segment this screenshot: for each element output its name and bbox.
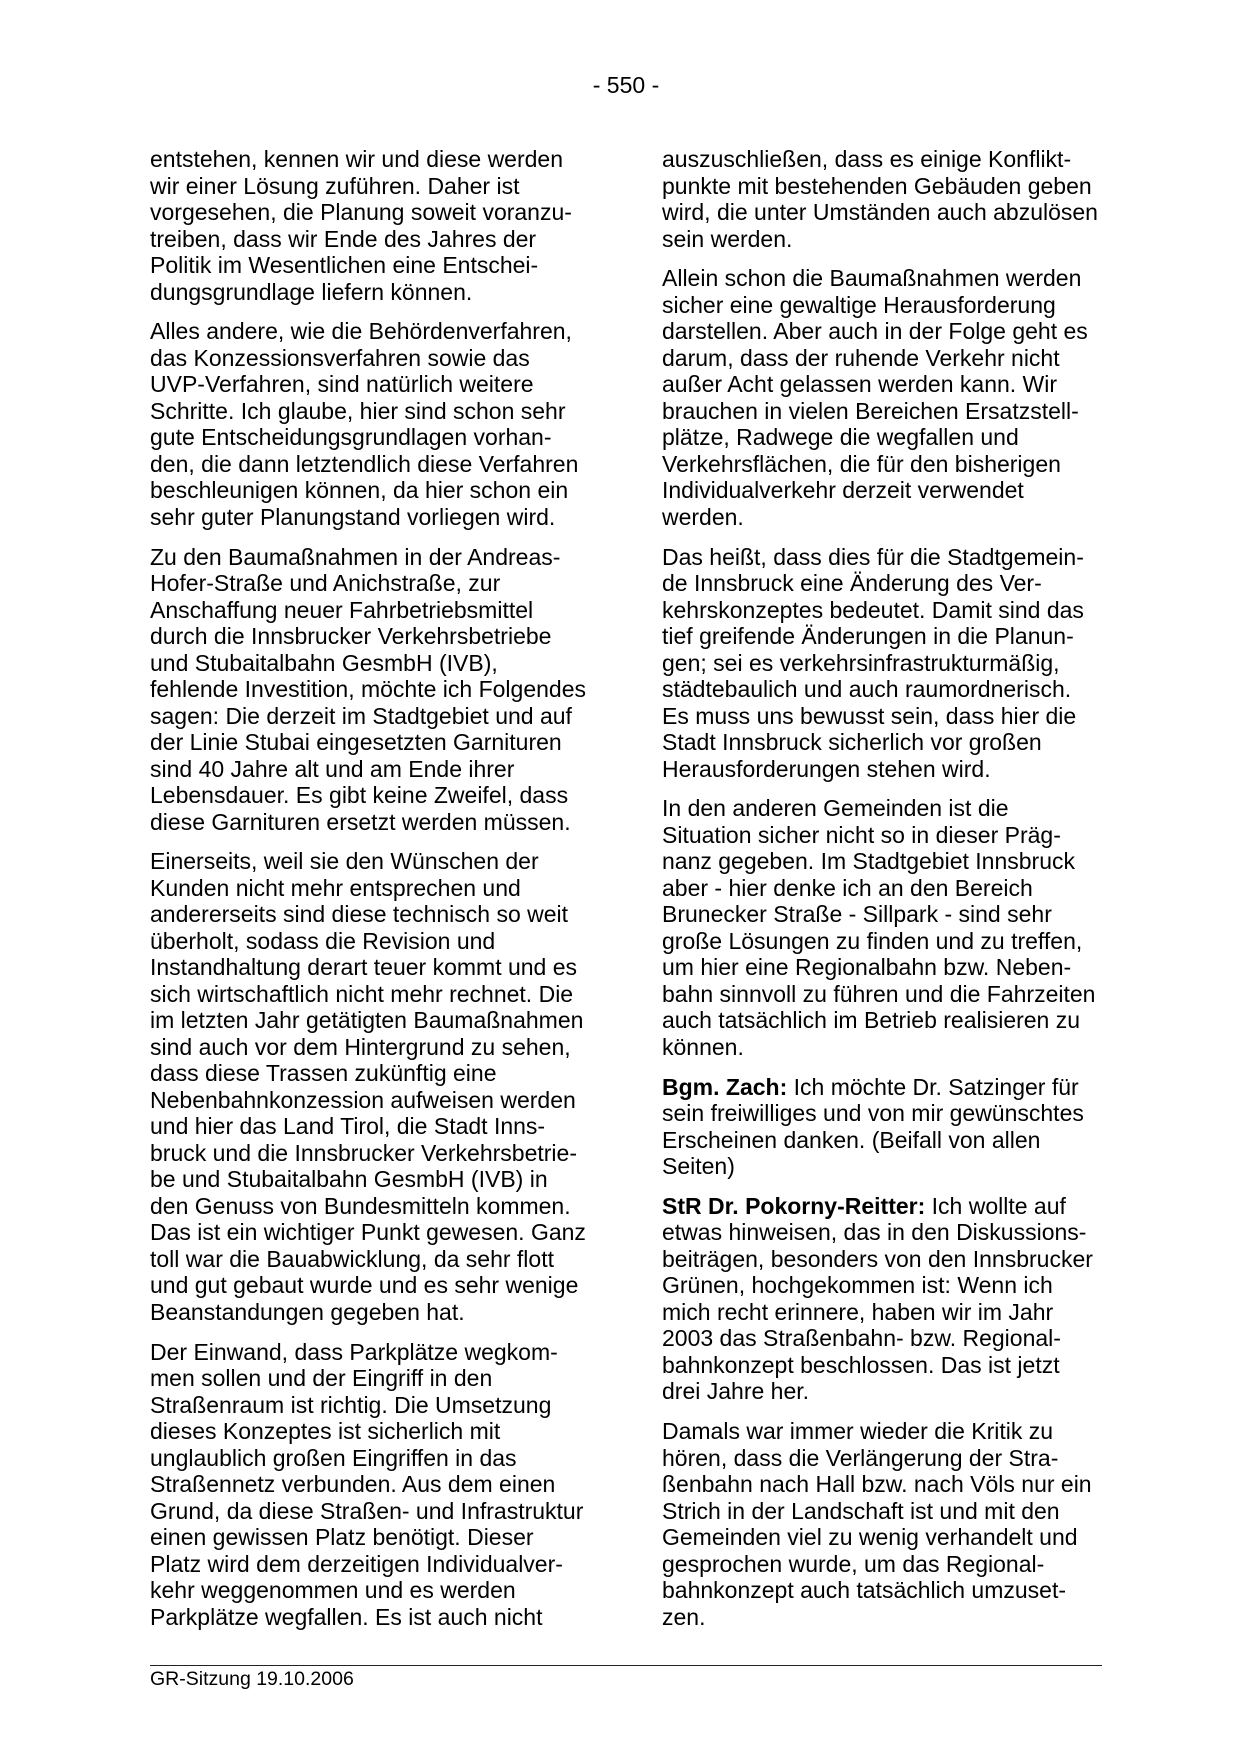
paragraph-text: Ich wollte auf etwas hinweisen, das in den Diskussions- beiträgen, besonders von den Innsbrucker Grünen, hochgekommen ist: Wenn ich mich recht erinnere, haben wir im Jahr 2003 das Straßenbahn- bzw. Regional- bahnkonzept beschlossen. Das ist jetzt drei Jahre her. [662, 1192, 1093, 1405]
paragraph: Allein schon die Baumaßnahmen werden sicher eine gewaltige Herausforderung darstellen. Aber auch in der Folge geht es darum, dass der ruhende Verkehr nicht außer Acht gelassen werden kann. Wir brauchen in vielen Bereichen Ersatzstell- plätze, Radwege die wegfallen und Verkehrsflächen, die für den bisherigen Individualverkehr derzeit verwendet werden. [662, 265, 1088, 530]
speaker-paragraph [662, 1193, 1107, 1405]
left-column [150, 146, 595, 1643]
paragraph: Das heißt, dass dies für die Stadtgemein- de Innsbruck eine Änderung des Ver- kehrskonzeptes bedeutet. Damit sind das tief greifende Änderungen in die Planun- gen; sei es verkehrsinfrastrukturmäßig, städtebaulich und auch raumordnerisch. Es muss uns bewusst sein, dass hier die Stadt Innsbruck sicherlich vor großen Herausforderungen stehen wird. [662, 543, 1084, 782]
paragraph-text: Ich möchte Dr. Satzinger für sein freiwilliges und von mir gewünschtes Erscheinen danken. (Beifall von allen Seiten) [662, 1073, 1084, 1179]
paragraph: entstehen, kennen wir und diese werden wir einer Lösung zuführen. Daher ist vorgesehen, die Planung soweit voranzu- treiben, dass wir Ende des Jahres der Politik im Wesentlichen eine Entschei- dungsgrundlage liefern können. [150, 146, 572, 305]
footer-text: GR-Sitzung 19.10.2006 [150, 1668, 354, 1690]
paragraph: Alles andere, wie die Behördenverfahren, das Konzessionsverfahren sowie das UVP-Verfahren, sind natürlich weitere Schritte. Ich glaube, hier sind schon sehr gute Entscheidungsgrundlagen vorhan- den, die dann letztendlich diese Verfahren beschleunigen können, da hier schon ein sehr guter Planungstand vorliegen wird. [150, 318, 579, 530]
page-number: - 550 - [592, 72, 660, 98]
footer-rule [150, 1665, 1102, 1666]
paragraph: In den anderen Gemeinden ist die Situation sicher nicht so in dieser Präg- nanz gegeben. Im Stadtgebiet Innsbruck aber - hier denke ich an den Bereich Brunecker Straße - Sillpark - sind sehr große Lösungen zu finden und zu treffen, um hier eine Regionalbahn bzw. Neben- bahn sinnvoll zu führen und die Fahrzeiten auch tatsächlich im Betrieb realisieren zu können. [662, 795, 1096, 1060]
right-column [662, 146, 1107, 1643]
paragraph: auszuschließen, dass es einige Konflikt- punkte mit bestehenden Gebäuden geben wird, die unter Umständen auch abzulösen sein werden. [662, 146, 1098, 252]
paragraph: Der Einwand, dass Parkplätze wegkom- men sollen und der Eingriff in den Straßenraum ist richtig. Die Umsetzung dieses Konzeptes ist sicherlich mit unglaublich großen Eingriffen in das Straßennetz verbunden. Aus dem einen Grund, da diese Straßen- und Infrastruktur einen gewissen Platz benötigt. Dieser Platz wird dem derzeitigen Individualver- kehr weggenommen und es werden Parkplätze wegfallen. Es ist auch nicht [150, 1338, 584, 1630]
paragraph: Zu den Baumaßnahmen in der Andreas- Hofer-Straße und Anichstraße, zur Anschaffung neuer Fahrbetriebsmittel durch die Innsbrucker Verkehrsbetriebe und Stubaitalbahn GesmbH (IVB), fehlende Investition, möchte ich Folgendes sagen: Die derzeit im Stadtgebiet und auf der Linie Stubai eingesetzten Garnituren sind 40 Jahre alt und am Ende ihrer Lebensdauer. Es gibt keine Zweifel, dass diese Garnituren ersetzt werden müssen. [150, 543, 586, 835]
speaker-name: Bgm. Zach: [662, 1073, 788, 1100]
speaker-name: StR Dr. Pokorny-Reitter: [662, 1192, 926, 1219]
speaker-paragraph [662, 1074, 1107, 1180]
paragraph: Einerseits, weil sie den Wünschen der Kunden nicht mehr entsprechen und andererseits sind diese technisch so weit überholt, sodass die Revision und Instandhaltung derart teuer kommt und es sich wirtschaftlich nicht mehr rechnet. Die im letzten Jahr getätigten Baumaßnahmen sind auch vor dem Hintergrund zu sehen, dass diese Trassen zukünftig eine Nebenbahnkonzession aufweisen werden und hier das Land Tirol, die Stadt Inns- bruck und die Innsbrucker Verkehrsbetrie- be und Stubaitalbahn GesmbH (IVB) in den Genuss von Bundesmitteln kommen. Das ist ein wichtiger Punkt gewesen. Ganz toll war die Bauabwicklung, da sehr flott und gut gebaut wurde und es sehr wenige Beanstandungen gegeben hat. [150, 848, 586, 1325]
paragraph: Damals war immer wieder die Kritik zu hören, dass die Verlängerung der Stra- ßenbahn nach Hall bzw. nach Völs nur ein Strich in der Landschaft ist und mit den Gemeinden viel zu wenig verhandelt und gesprochen wurde, um das Regional- bahnkonzept auch tatsächlich umzuset- zen. [662, 1418, 1092, 1630]
